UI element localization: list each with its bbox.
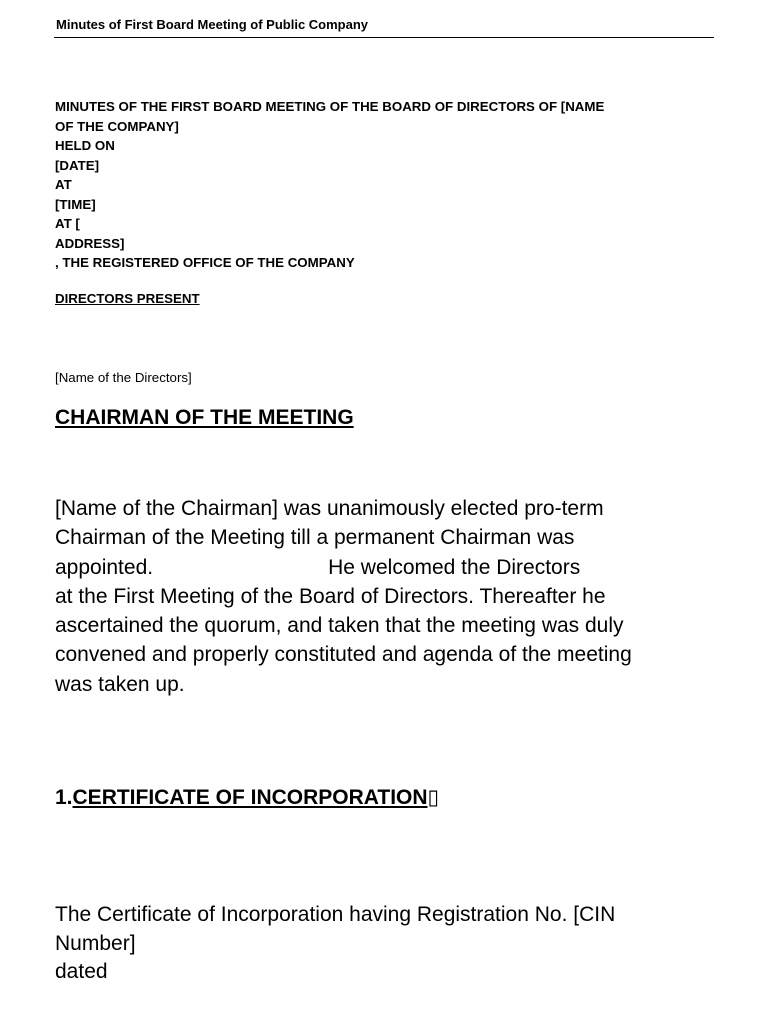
title-line: [DATE] (55, 157, 100, 173)
certificate-paragraph (55, 901, 720, 987)
paragraph-line: convened and properly constituted and agenda of the meeting (55, 643, 632, 667)
paragraph-line: ascertained the quorum, and taken that the meeting was duly (55, 614, 624, 638)
title-line: OF THE COMPANY] (55, 118, 179, 134)
chairman-paragraph (55, 494, 720, 699)
running-header: Minutes of First Board Meeting of Public Company (56, 17, 369, 32)
paragraph-line: at the First Meeting of the Board of Directors. Thereafter he (55, 584, 606, 608)
title-line: [TIME] (55, 196, 96, 212)
chairman-heading: CHAIRMAN OF THE MEETING (55, 406, 354, 429)
section-number: 1. (55, 786, 73, 809)
directors-names: [Name of the Directors] (55, 370, 192, 385)
paragraph-line: dated (55, 960, 108, 983)
title-line: , THE REGISTERED OFFICE OF THE COMPANY (55, 255, 355, 270)
section-1-heading (55, 785, 439, 810)
paragraph-line: was taken up. (55, 672, 185, 696)
minutes-title-block (55, 97, 720, 273)
paragraph-line: [Name of the Chairman] was unanimously elected pro-term (55, 497, 604, 520)
title-line: HELD ON (55, 138, 115, 153)
title-line: AT [ (55, 216, 80, 231)
paragraph-line: appointed. He welcomed the Directors (55, 555, 581, 579)
paragraph-line: Number] (55, 931, 136, 955)
title-line: MINUTES OF THE FIRST BOARD MEETING OF THE BOARD OF DIRECTORS OF [NAME (55, 99, 605, 114)
paragraph-line: The Certificate of Incorporation having Registration No. [CIN (55, 903, 616, 926)
paragraph-line: Chairman of the Meeting till a permanent Chairman was (55, 526, 575, 550)
directors-present-heading: DIRECTORS PRESENT (55, 291, 200, 306)
section-title: CERTIFICATE OF INCORPORATION▯ (72, 786, 440, 809)
header-rule (54, 37, 714, 38)
title-line: ADDRESS] (55, 235, 125, 251)
title-line: AT (55, 177, 72, 192)
